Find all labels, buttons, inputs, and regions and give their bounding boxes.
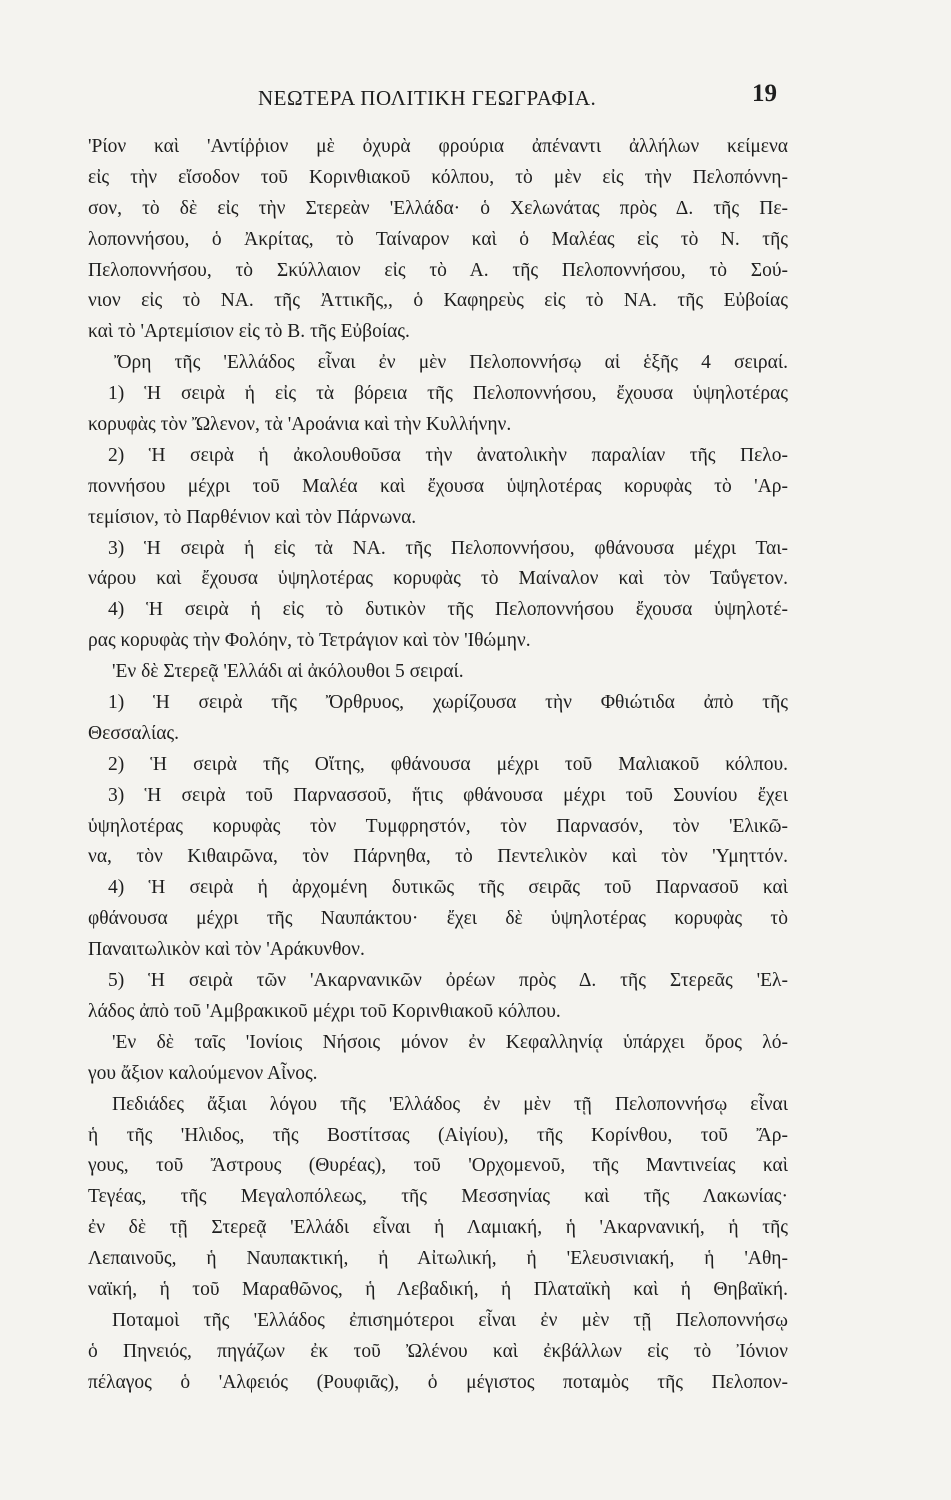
text-line: 3) Ἡ σειρὰ ἡ εἰς τὰ ΝΑ. τῆς Πελοποννήσου, φθάνουσα μέχρι Ται- — [108, 537, 788, 559]
text-line: 4) Ἡ σειρὰ ἡ ἀρχομένη δυτικῶς τῆς σειρᾶς τοῦ Παρνασοῦ καὶ — [108, 877, 788, 899]
text-line: Πελοποννήσου, τὸ Σκύλλαιον εἰς τὸ Α. τῆς Πελοποννήσου, τὸ Σού- — [88, 259, 788, 281]
text-line: νάρου καὶ ἔχουσα ὑψηλοτέρας κορυφὰς τὸ Μαίναλον καὶ τὸν Ταΰγετον. — [88, 568, 788, 590]
text-line: ποννήσου μέχρι τοῦ Μαλέα καὶ ἔχουσα ὑψηλοτέρας κορυφὰς τὸ 'Αρ- — [88, 475, 788, 497]
text-line: νιον εἰς τὸ ΝΑ. τῆς Ἀττικῆς,, ὁ Καφηρεὺς εἰς τὸ ΝΑ. τῆς Εὐβοίας — [88, 290, 788, 312]
text-line: 'Εν δὲ Στερεᾷ 'Ελλάδι αἱ ἀκόλουθοι 5 σειραί. — [112, 661, 464, 683]
text-line: 3) Ἡ σειρὰ τοῦ Παρνασσοῦ, ἥτις φθάνουσα μέχρι τοῦ Σουνίου ἔχει — [108, 784, 788, 806]
text-line: Παναιτωλικὸν καὶ τὸν 'Αράκυνθον. — [88, 939, 365, 961]
text-line: Πεδιάδες ἄξιαι λόγου τῆς 'Ελλάδος ἐν μὲν τῇ Πελοποννήσῳ εἶναι — [112, 1093, 788, 1115]
page-number: 19 — [752, 80, 777, 107]
text-line: Τεγέας, τῆς Μεγαλοπόλεως, τῆς Μεσσηνίας καὶ τῆς Λακωνίας· — [88, 1186, 788, 1208]
text-line: ὑψηλοτέρας κορυφὰς τὸν Τυμφρηστόν, τὸν Παρνασόν, τὸν 'Ελικῶ- — [88, 815, 788, 837]
text-line: ἡ τῆς 'Ηλιδος, τῆς Βοστίτσας (Αἰγίου), τῆς Κορίνθου, τοῦ Ἄρ- — [88, 1124, 788, 1146]
running-head: ΝΕΩΤΕΡΑ ΠΟΛΙΤΙΚΗ ΓΕΩΓΡΑΦΙΑ. — [258, 86, 597, 110]
text-line: Ὄρη τῆς 'Ελλάδος εἶναι ἐν μὲν Πελοποννήσῳ αἱ ἑξῆς 4 σειραί. — [114, 352, 788, 374]
text-line: Λεπαινοῦς, ἡ Ναυπακτική, ἡ Αἰτωλική, ἡ 'Ελευσινιακή, ἡ 'Αθη- — [88, 1248, 788, 1270]
text-line: εἰς τὴν εἴσοδον τοῦ Κορινθιακοῦ κόλπου, τὸ μὲν εἰς τὴν Πελοπόννη- — [88, 166, 788, 188]
text-line: 4) Ἡ σειρὰ ἡ εἰς τὸ δυτικὸν τῆς Πελοποννήσου ἔχουσα ὑψηλοτέ- — [108, 599, 788, 621]
body-text — [88, 132, 788, 1399]
text-line: πέλαγος ὁ 'Αλφειός (Ρουφιᾶς), ὁ μέγιστος ποταμὸς τῆς Πελοπον- — [88, 1371, 788, 1393]
text-line: Θεσσαλίας. — [88, 722, 180, 744]
text-line: λάδος ἀπὸ τοῦ 'Αμβρακικοῦ μέχρι τοῦ Κορινθιακοῦ κόλπου. — [88, 1000, 561, 1022]
text-line: ὁ Πηνειός, πηγάζων ἐκ τοῦ Ὠλένου καὶ ἐκβάλλων εἰς τὸ Ἰόνιον — [88, 1340, 788, 1362]
text-line: κορυφὰς τὸν Ὤλενον, τὰ 'Αροάνια καὶ τὴν Κυλλήνην. — [88, 414, 512, 436]
text-line: καὶ τὸ 'Αρτεμίσιον εἰς τὸ Β. τῆς Εὐβοίας. — [88, 321, 410, 343]
text-line: 1) Ἡ σειρὰ τῆς Ὄρθρυος, χωρίζουσα τὴν Φθιώτιδα ἀπὸ τῆς — [108, 692, 788, 714]
text-line: γου ἄξιον καλούμενον Αἶνος. — [88, 1062, 318, 1084]
text-line: τεμίσιον, τὸ Παρθένιον καὶ τὸν Πάρνωνα. — [88, 506, 417, 528]
text-line: ἐν δὲ τῇ Στερεᾷ 'Ελλάδι εἶναι ἡ Λαμιακή, ἡ 'Ακαρνανική, ἡ τῆς — [88, 1217, 788, 1239]
text-line: 'Ρίον καὶ 'Αντίῤῥιον μὲ ὀχυρὰ φρούρια ἀπέναντι ἀλλήλων κείμενα — [88, 136, 788, 157]
text-line: Ποταμοὶ τῆς 'Ελλάδος ἐπισημότεροι εἶναι ἐν μὲν τῇ Πελοποννήσῳ — [112, 1309, 788, 1331]
text-line: ναϊκή, ἡ τοῦ Μαραθῶνος, ἡ Λεβαδική, ἡ Πλαταϊκὴ καὶ ἡ Θηβαϊκή. — [88, 1278, 788, 1300]
text-line: ρας κορυφὰς τὴν Φολόην, τὸ Τετράγιον καὶ τὸν 'Ιθώμην. — [88, 630, 531, 652]
text-line: να, τὸν Κιθαιρῶνα, τὸν Πάρνηθα, τὸ Πεντελικὸν καὶ τὸν 'Υμηττόν. — [88, 846, 788, 868]
text-line: 5) Ἡ σειρὰ τῶν 'Ακαρνανικῶν ὀρέων πρὸς Δ. τῆς Στερεᾶς 'Ελ- — [108, 970, 788, 992]
text-line: φθάνουσα μέχρι τῆς Ναυπάκτου· ἔχει δὲ ὑψηλοτέρας κορυφὰς τὸ — [88, 908, 788, 930]
text-line: σον, τὸ δὲ εἰς τὴν Στερεὰν 'Ελλάδα· ὁ Χελωνάτας πρὸς Δ. τῆς Πε- — [88, 197, 788, 219]
text-line: 'Εν δὲ ταῖς 'Ιονίοις Νήσοις μόνον ἐν Κεφαλληνίᾳ ὑπάρχει ὄρος λό- — [112, 1031, 788, 1053]
text-line: γους, τοῦ Ἄστρους (Θυρέας), τοῦ 'Ορχομενοῦ, τῆς Μαντινείας καὶ — [88, 1155, 788, 1177]
text-line: 2) Ἡ σειρὰ ἡ ἀκολουθοῦσα τὴν ἀνατολικὴν παραλίαν τῆς Πελο- — [108, 444, 788, 466]
text-line: 1) Ἡ σειρὰ ἡ εἰς τὰ βόρεια τῆς Πελοποννήσου, ἔχουσα ὑψηλοτέρας — [108, 383, 788, 405]
text-line: 2) Ἡ σειρὰ τῆς Οἴτης, φθάνουσα μέχρι τοῦ Μαλιακοῦ κόλπου. — [108, 753, 788, 775]
text-line: λοποννήσου, ὁ Ἀκρίτας, τὸ Ταίναρον καὶ ὁ Μαλέας εἰς τὸ Ν. τῆς — [88, 228, 788, 250]
